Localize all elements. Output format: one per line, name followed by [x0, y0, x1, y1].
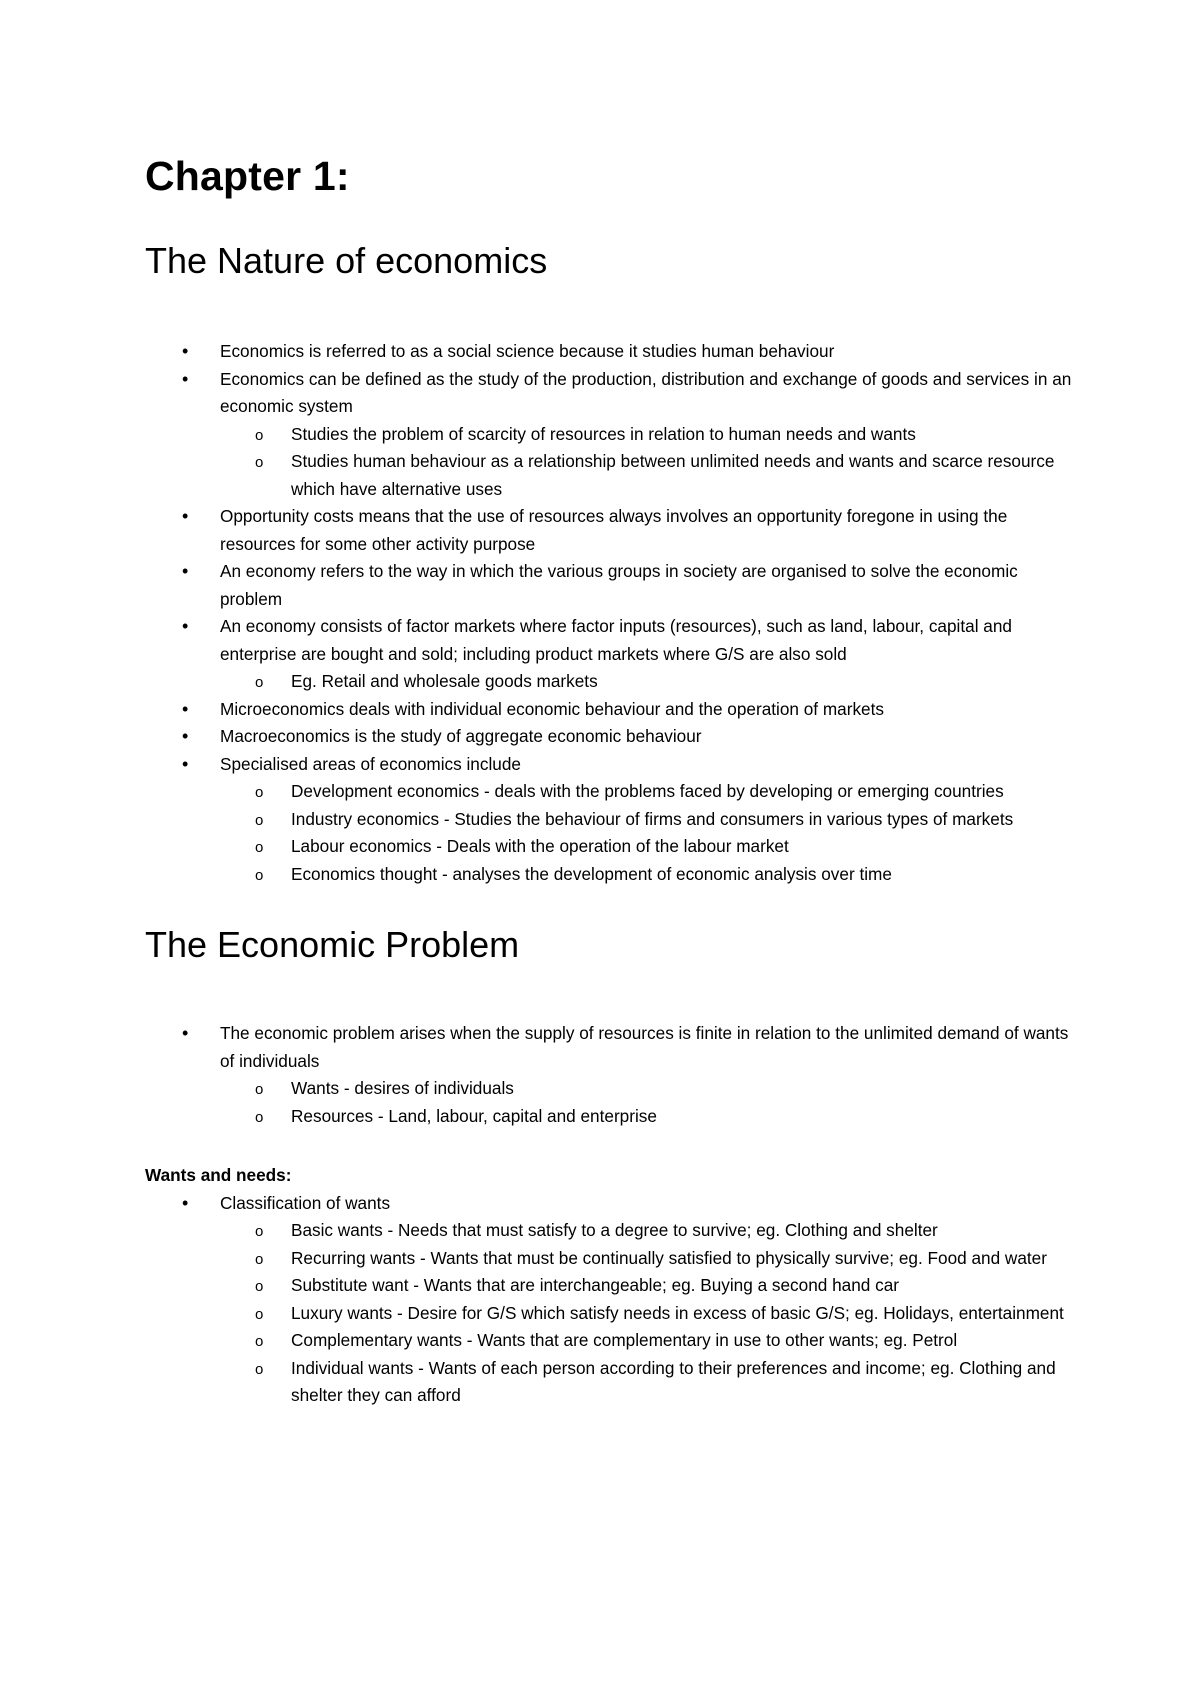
sub-list-item-text: Development economics - deals with the problems faced by developing or emerging countries [291, 781, 1004, 801]
sub-list [220, 778, 1075, 888]
bullet-icon: • [182, 506, 189, 526]
list-item [145, 366, 1075, 504]
bullet-icon: • [182, 368, 189, 389]
list-item-text: The economic problem arises when the supply of resources is finite in relation to the unlimited demand of wants of individuals [220, 1023, 1069, 1071]
sub-list [220, 421, 1075, 504]
bullet-icon: • [182, 1192, 189, 1213]
circle-bullet-icon: o [255, 674, 264, 691]
sub-list-item [145, 833, 1075, 861]
sub-list-item-text: Wants - desires of individuals [291, 1078, 514, 1098]
sub-list-item [145, 861, 1075, 889]
list-item-text: Microeconomics deals with individual economic behaviour and the operation of markets [220, 698, 884, 719]
circle-bullet-icon: o [255, 1250, 264, 1268]
circle-bullet-icon: o [255, 784, 264, 801]
sub-list-item-text: Economics thought - analyses the development of economic analysis over time [291, 863, 892, 884]
bullet-icon: • [182, 616, 189, 636]
sub-list-item [145, 1272, 1075, 1300]
section-heading-nature-of-economics: The Nature of economics [145, 240, 548, 281]
sub-list-item-text: Basic wants - Needs that must satisfy to a degree to survive; eg. Clothing and shelter [291, 1220, 938, 1240]
circle-bullet-icon: o [255, 1305, 264, 1323]
sub-list [220, 1075, 1075, 1130]
section-heading-economic-problem: The Economic Problem [145, 924, 520, 965]
sub-list-item [145, 1327, 1075, 1355]
list-item [145, 751, 1075, 889]
bullet-icon: • [182, 1023, 189, 1043]
sub-list-item-text: Labour economics - Deals with the operation of the labour market [291, 836, 789, 856]
list-item [145, 613, 1075, 696]
sub-list-item [145, 1355, 1075, 1410]
bullet-icon: • [182, 341, 189, 361]
circle-bullet-icon: o [255, 811, 264, 829]
list-item [145, 723, 1075, 751]
circle-bullet-icon: o [255, 1108, 264, 1126]
list-item-text: Economics is referred to as a social science because it studies human behaviour [220, 341, 835, 361]
bullet-list-nature [145, 338, 1075, 888]
circle-bullet-icon: o [255, 866, 264, 884]
sub-list-item-text: Industry economics - Studies the behaviour of firms and consumers in various types of markets [291, 808, 1014, 829]
circle-bullet-icon: o [255, 839, 264, 856]
sub-list-item-text: Substitute want - Wants that are interchangeable; eg. Buying a second hand car [291, 1275, 899, 1295]
bullet-icon: • [182, 698, 189, 719]
list-item [145, 696, 1075, 724]
list-item [145, 1020, 1075, 1130]
subheading-wants-and-needs: Wants and needs: [145, 1165, 292, 1185]
sub-list-item-text: Eg. Retail and wholesale goods markets [291, 671, 598, 691]
circle-bullet-icon: o [255, 454, 264, 471]
sub-list-item [145, 668, 1075, 696]
list-item [145, 558, 1075, 613]
sub-list-item [145, 1103, 1075, 1131]
sub-list [220, 1217, 1075, 1410]
bullet-icon: • [182, 753, 189, 774]
sub-list-item [145, 421, 1075, 449]
sub-list-item-text: Studies the problem of scarcity of resources in relation to human needs and wants [291, 423, 916, 444]
sub-list-item [145, 1075, 1075, 1103]
circle-bullet-icon: o [255, 1278, 264, 1295]
bullet-list-wants [145, 1190, 1075, 1410]
document-page [145, 150, 1075, 1410]
sub-list-item-text: Studies human behaviour as a relationship between unlimited needs and wants and scarce resource which have alternative uses [291, 451, 1055, 499]
bullet-icon: • [182, 726, 189, 746]
sub-list-item-text: Resources - Land, labour, capital and enterprise [291, 1105, 657, 1126]
sub-list [220, 668, 1075, 696]
sub-list-item [145, 1300, 1075, 1328]
sub-list-item [145, 448, 1075, 503]
list-item-text: Macroeconomics is the study of aggregate economic behaviour [220, 726, 702, 746]
list-item-text: Opportunity costs means that the use of resources always involves an opportunity foregone in using the resources for some other activity purpose [220, 506, 1008, 554]
bullet-icon: • [182, 561, 189, 581]
list-item [145, 1190, 1075, 1410]
sub-list-item [145, 1245, 1075, 1273]
list-item-text: An economy consists of factor markets where factor inputs (resources), such as land, labour, capital and enterprise are bought and sold; including product markets where G/S are also sold [220, 616, 1012, 664]
sub-list-item [145, 1217, 1075, 1245]
sub-list-item-text: Individual wants - Wants of each person according to their preferences and income; eg. Clothing and shelter they can afford [291, 1357, 1056, 1405]
list-item [145, 503, 1075, 558]
circle-bullet-icon: o [255, 1333, 264, 1350]
circle-bullet-icon: o [255, 426, 264, 444]
circle-bullet-icon: o [255, 1360, 264, 1378]
list-item [145, 338, 1075, 366]
sub-list-item-text: Complementary wants - Wants that are complementary in use to other wants; eg. Petrol [291, 1330, 958, 1350]
circle-bullet-icon: o [255, 1223, 264, 1240]
sub-list-item [145, 806, 1075, 834]
list-item-text: Economics can be defined as the study of the production, distribution and exchange of goods and services in an economic system [220, 368, 1072, 416]
sub-list-item-text: Recurring wants - Wants that must be continually satisfied to physically survive; eg. Food and water [291, 1247, 1047, 1268]
sub-list-item [145, 778, 1075, 806]
sub-list-item-text: Luxury wants - Desire for G/S which satisfy needs in excess of basic G/S; eg. Holidays, entertainment [291, 1302, 1064, 1323]
list-item-text: An economy refers to the way in which the various groups in society are organised to solve the economic problem [220, 561, 1018, 609]
bullet-list-economic-problem [145, 1020, 1075, 1130]
chapter-title: Chapter 1: [145, 153, 350, 199]
list-item-text: Classification of wants [220, 1192, 391, 1213]
list-item-text: Specialised areas of economics include [220, 753, 521, 774]
circle-bullet-icon: o [255, 1081, 264, 1098]
